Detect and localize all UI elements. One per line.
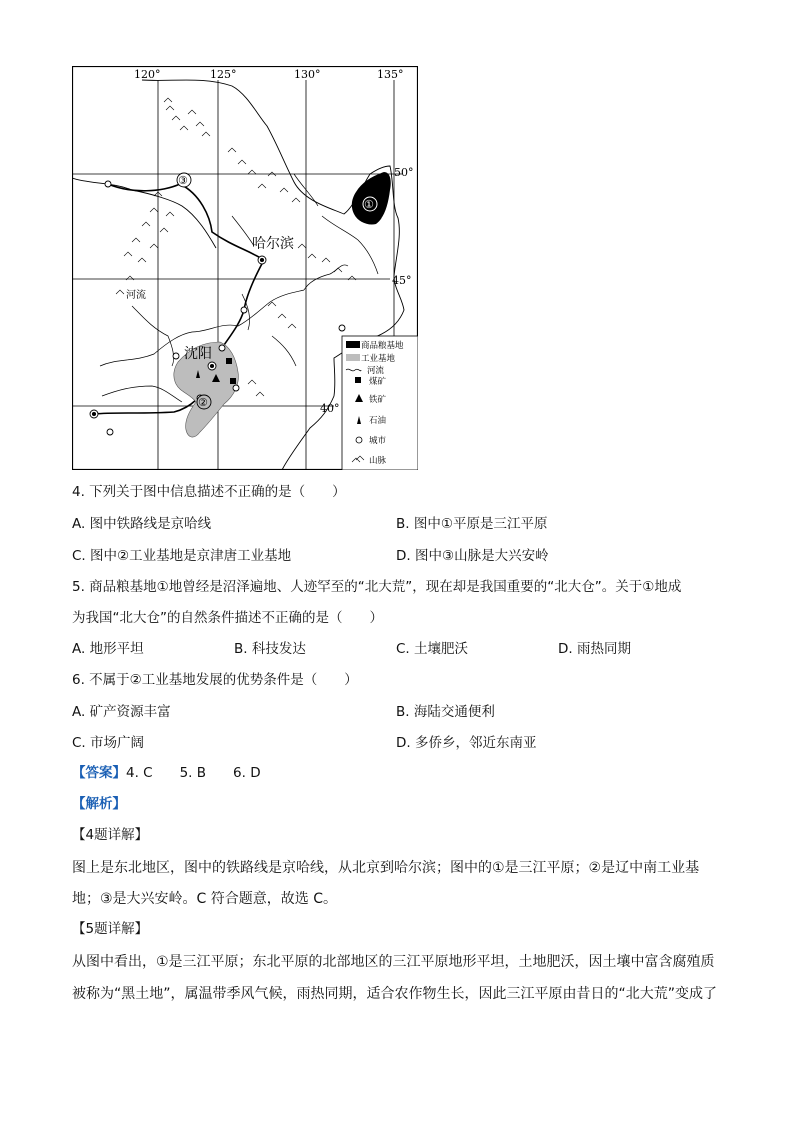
legend-river: 河流 <box>367 366 385 376</box>
q4-option-c[interactable]: C. 图中②工业基地是京津唐工业基地 <box>72 548 292 564</box>
river-label: 河流 <box>126 290 146 301</box>
q4-option-d[interactable]: D. 图中③山脉是大兴安岭 <box>396 548 549 564</box>
legend-iron: 铁矿 <box>369 395 387 405</box>
q6-stem: 6. 不属于②工业基地发展的优势条件是（ ） <box>72 672 358 688</box>
q5-stem-line1: 5. 商品粮基地①地曾经是沼泽遍地、人迹罕至的“北大荒”，现在却是我国重要的“北大仓”。关于①地成 <box>72 579 682 595</box>
plain-marker: ① <box>364 198 374 211</box>
mountain-marker: ③ <box>178 174 188 187</box>
legend-grain: 商品粮基地 <box>361 341 404 351</box>
city-label-shenyang: 沈阳 <box>184 346 212 362</box>
lat-label: 50° <box>394 166 414 179</box>
q5-stem-line2: 为我国“北大仓”的自然条件描述不正确的是（ ） <box>72 610 383 626</box>
city-label-harbin: 哈尔滨 <box>252 236 294 252</box>
q5-option-c[interactable]: C. 土壤肥沃 <box>396 641 469 657</box>
q5-analysis-line1: 从图中看出，①是三江平原；东北平原的北部地区的三江平原地形平坦，土地肥沃，因土壤中富含腐殖质 <box>72 954 715 970</box>
q4-analysis-heading: 【4题详解】 <box>72 827 149 843</box>
q5-analysis-heading: 【5题详解】 <box>72 921 149 937</box>
q4-option-a[interactable]: A. 图中铁路线是京哈线 <box>72 516 212 532</box>
answer-row <box>72 763 261 783</box>
legend-mountain: 山脉 <box>369 456 387 466</box>
lat-label: 40° <box>320 402 340 415</box>
legend-city: 城市 <box>369 436 387 446</box>
q4-stem: 4. 下列关于图中信息描述不正确的是（ ） <box>72 484 346 500</box>
q5-analysis-line2: 被称为“黑土地”，属温带季风气候，雨热同期，适合农作物生长，因此三江平原由昔日的“北大荒”变成了 <box>72 986 718 1002</box>
q6-option-b[interactable]: B. 海陆交通便利 <box>396 704 495 720</box>
lon-label: 135° <box>377 68 404 81</box>
q4-analysis-line2: 地；③是大兴安岭。C 符合题意，故选 C。 <box>72 891 338 907</box>
q5-option-a[interactable]: A. 地形平坦 <box>72 641 144 657</box>
lon-label: 120° <box>134 68 161 81</box>
q4-option-b[interactable]: B. 图中①平原是三江平原 <box>396 516 548 532</box>
q6-option-c[interactable]: C. 市场广阔 <box>72 735 145 751</box>
legend-coal: 煤矿 <box>369 377 387 387</box>
q5-option-d[interactable]: D. 雨热同期 <box>558 641 631 657</box>
industry-marker: ② <box>198 396 208 409</box>
q5-option-b[interactable]: B. 科技发达 <box>234 641 306 657</box>
answer-values: 4. C 5. B 6. D <box>126 765 261 781</box>
coal-symbol <box>230 378 236 384</box>
legend <box>342 336 418 470</box>
lon-label: 130° <box>294 68 321 81</box>
q4-analysis-line1: 图上是东北地区，图中的铁路线是京哈线，从北京到哈尔滨；图中的①是三江平原；②是辽中南工业基 <box>72 860 700 876</box>
lon-label: 125° <box>210 68 237 81</box>
legend-oil: 石油 <box>369 416 387 426</box>
answer-label: 【答案】 <box>72 765 126 781</box>
q6-option-d[interactable]: D. 多侨乡，邻近东南亚 <box>396 735 537 751</box>
legend-industry: 工业基地 <box>361 354 396 364</box>
analysis-label: 【解析】 <box>72 796 126 812</box>
northeast-china-map <box>72 66 418 470</box>
lat-label: 45° <box>392 274 412 287</box>
coal-symbol <box>226 358 232 364</box>
q6-option-a[interactable]: A. 矿产资源丰富 <box>72 704 171 720</box>
